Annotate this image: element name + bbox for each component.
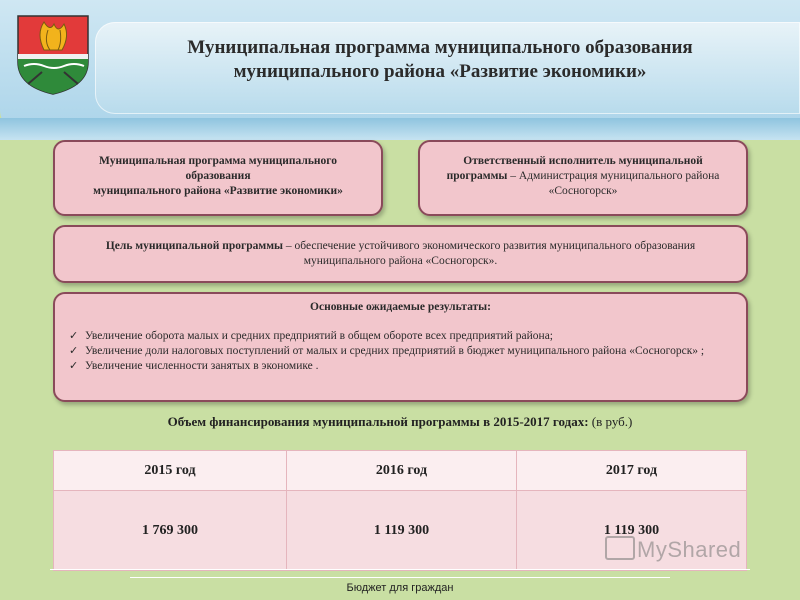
results-list <box>65 329 736 374</box>
program-box <box>53 140 383 216</box>
results-box <box>53 292 748 402</box>
result-text: Увеличение доли налоговых поступлений от малых и средних предприятий в бюджет муниципального района «Сосногорск» ; <box>85 345 705 357</box>
program-box-line2: образования <box>185 170 251 182</box>
result-text: Увеличение оборота малых и средних предприятий в общем обороте всех предприятий района; <box>85 330 553 342</box>
watermark-text: MyShared <box>637 537 742 562</box>
checkmark-icon: ✓ <box>69 330 79 342</box>
page-title-line2: муниципального района «Развитие экономики» <box>233 61 647 82</box>
checkmark-icon: ✓ <box>69 345 79 357</box>
checkmark-icon: ✓ <box>69 360 79 372</box>
goal-text: – обеспечение устойчивого экономического развития муниципального образования муниципального района «Сосногорск». <box>283 240 696 267</box>
table-cell: 1 769 300 <box>54 491 287 571</box>
responsible-box <box>418 140 748 216</box>
program-box-line1: Муниципальная программа муниципального <box>99 155 337 167</box>
financing-unit: (в руб.) <box>588 414 633 429</box>
header-stripe <box>0 118 800 140</box>
list-item <box>69 344 736 359</box>
footer-divider <box>130 577 670 578</box>
table-header-cell: 2016 год <box>287 451 517 491</box>
table-header-cell: 2015 год <box>54 451 287 491</box>
goal-label: Цель муниципальной программы <box>105 240 284 252</box>
table-cell: 1 119 300 <box>287 491 517 571</box>
results-header: Основные ожидаемые результаты: <box>310 301 491 313</box>
page-title-line1: Муниципальная программа муниципального образования <box>187 37 693 58</box>
coat-of-arms-icon <box>14 14 92 96</box>
watermark <box>605 536 741 563</box>
financing-caption <box>60 414 740 430</box>
list-item <box>69 359 736 374</box>
program-box-line3: муниципального района «Развитие экономики» <box>93 185 343 197</box>
footer-text: Бюджет для граждан <box>346 582 454 594</box>
goal-box <box>53 225 748 283</box>
responsible-label: Ответственный исполнитель муниципальной программы <box>446 155 703 182</box>
footer-divider <box>50 569 750 570</box>
table-header-cell: 2017 год <box>517 451 747 491</box>
table-header-row <box>54 451 747 491</box>
result-text: Увеличение численности занятых в экономике . <box>85 360 319 372</box>
financing-label: Объем финансирования муниципальной программы в 2015-2017 годах: <box>167 414 589 429</box>
page-title <box>110 36 770 84</box>
presentation-icon <box>605 536 635 560</box>
table-cell: 1 119 300 <box>517 491 747 571</box>
responsible-text: – Администрация муниципального района «Сосногорск» <box>507 170 720 197</box>
list-item <box>69 329 736 344</box>
